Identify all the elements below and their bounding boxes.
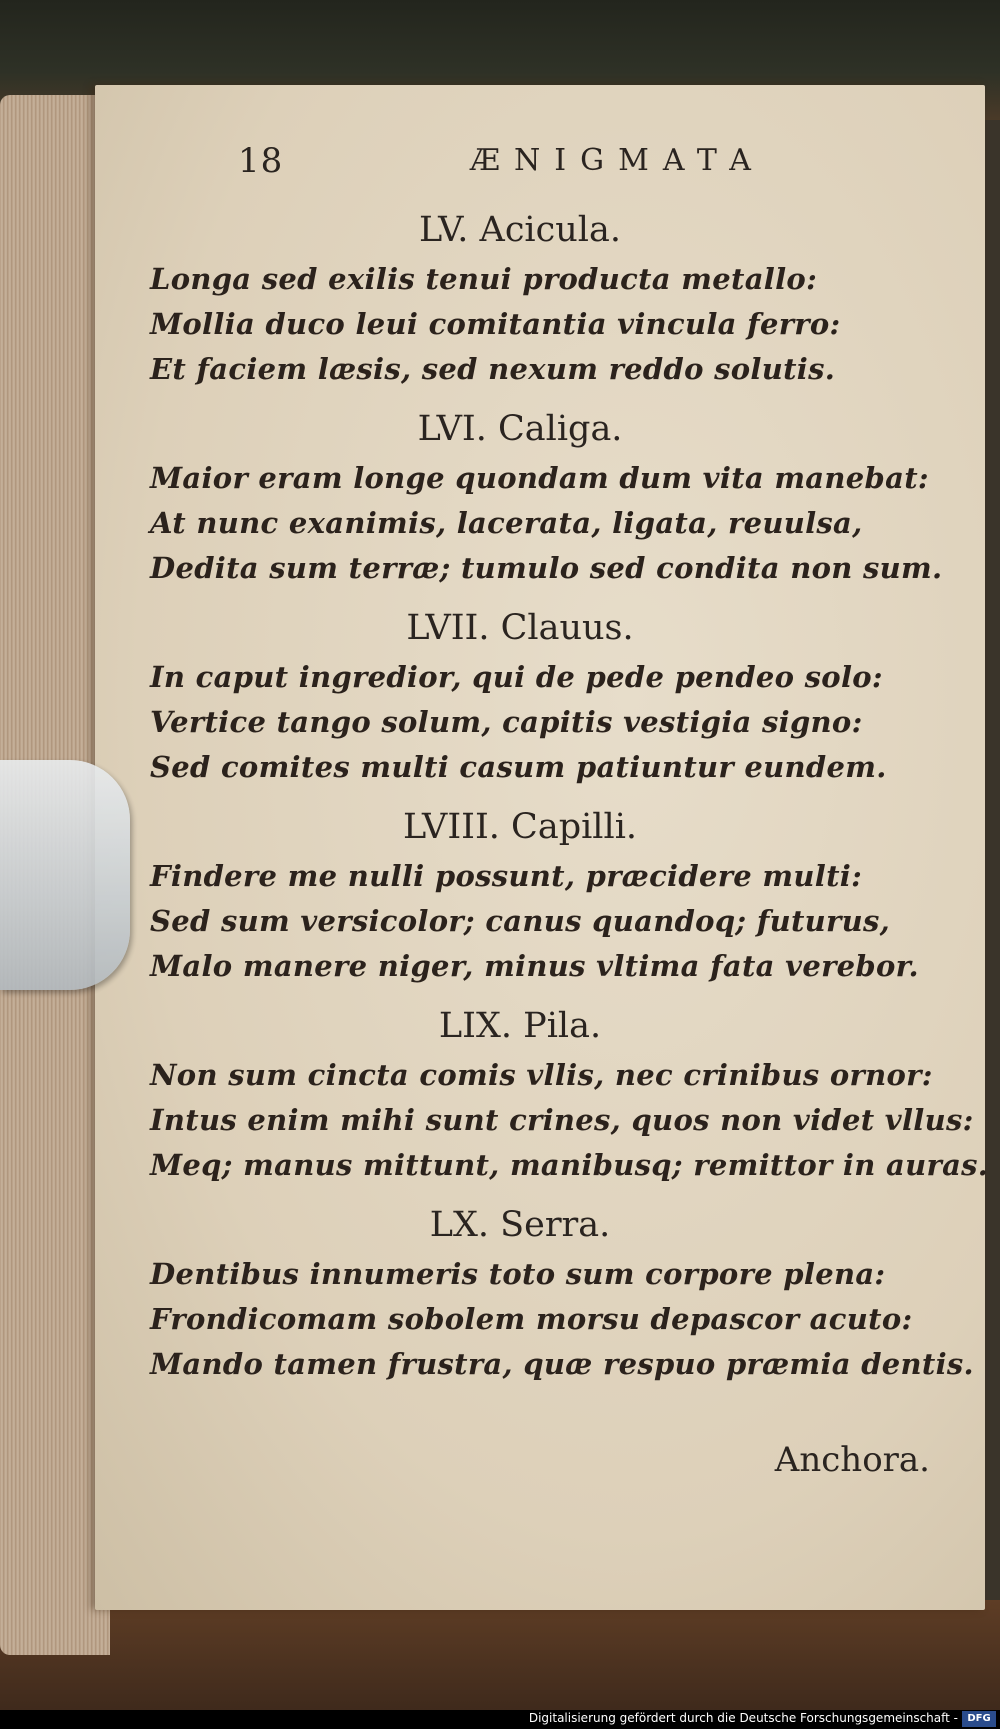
- riddle-line: Dedita sum terræ; tumulo sed condita non sum.: [150, 551, 943, 585]
- riddle-heading: LVII. Clauus.: [406, 608, 634, 648]
- riddle-line: At nunc exanimis, lacerata, ligata, reuulsa,: [150, 506, 863, 540]
- riddle-59: [150, 1003, 989, 1188]
- riddle-line: In caput ingredior, qui de pede pendeo solo:: [150, 660, 883, 694]
- riddle-line: Longa sed exilis tenui producta metallo:: [150, 262, 818, 296]
- riddle-56: [150, 406, 970, 591]
- riddle-line: Sed sum versicolor; canus quandoq; futurus,: [150, 904, 891, 938]
- riddle-55: [150, 207, 970, 392]
- riddle-57: [150, 605, 970, 790]
- riddle-heading: LVI. Caliga.: [417, 409, 623, 449]
- catchword: Anchora.: [774, 1440, 930, 1480]
- running-title: ÆNIGMATA: [470, 143, 765, 178]
- book-cover-edge: [0, 1600, 1000, 1710]
- riddle-line: Mando tamen frustra, quæ respuo præmia dentis.: [150, 1347, 974, 1381]
- riddle-line: Meq; manus mittunt, manibusq; remittor in auras.: [150, 1148, 989, 1182]
- riddle-line: Maior eram longe quondam dum vita manebat:: [150, 461, 929, 495]
- riddle-58: [150, 804, 970, 989]
- riddle-line: Vertice tango solum, capitis vestigia signo:: [150, 705, 863, 739]
- riddle-line: Frondicomam sobolem morsu depascor acuto:: [150, 1302, 913, 1336]
- dfg-logo: DFG: [962, 1711, 996, 1727]
- riddle-heading: LVIII. Capilli.: [402, 807, 638, 847]
- riddle-heading: LX. Serra.: [429, 1205, 611, 1245]
- page-number: 18: [238, 141, 284, 181]
- riddle-line: Non sum cincta comis vllis, nec crinibus ornor:: [150, 1058, 933, 1092]
- page-content: [150, 135, 989, 1495]
- footer-credit: Digitalisierung gefördert durch die Deutsche Forschungsgemeinschaft -: [528, 1711, 958, 1725]
- riddle-line: Dentibus innumeris toto sum corpore plena:: [150, 1257, 886, 1291]
- riddle-line: Mollia duco leui comitantia vincula ferro:: [150, 307, 841, 341]
- riddle-60: [150, 1202, 974, 1387]
- riddle-line: Malo manere niger, minus vltima fata verebor.: [150, 949, 919, 983]
- riddle-line: Et faciem læsis, sed nexum reddo solutis.: [150, 352, 836, 386]
- page-clip: [0, 760, 130, 990]
- riddle-line: Findere me nulli possunt, præcidere multi:: [150, 859, 863, 893]
- riddle-line: Sed comites multi casum patiuntur eundem.: [150, 750, 887, 784]
- running-head: [150, 135, 970, 193]
- riddle-heading: LV. Acicula.: [419, 210, 621, 250]
- riddle-heading: LIX. Pila.: [438, 1006, 602, 1046]
- riddle-line: Intus enim mihi sunt crines, quos non videt vllus:: [150, 1103, 974, 1137]
